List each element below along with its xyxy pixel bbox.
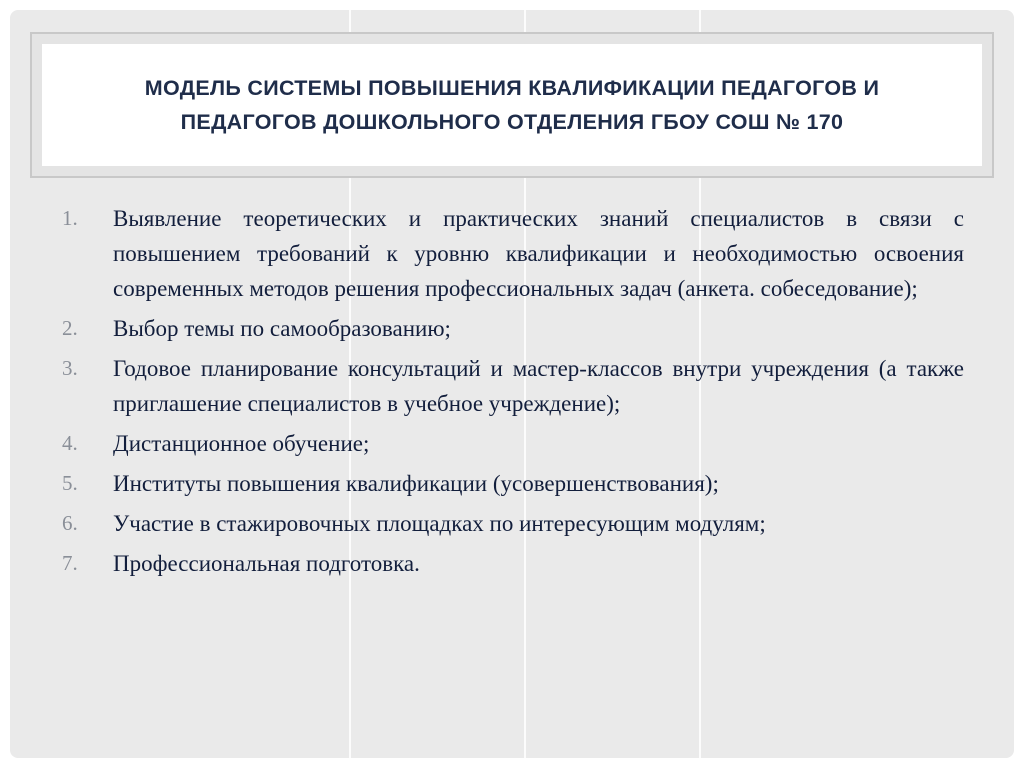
list-number: 4. [62, 431, 78, 455]
numbered-list [62, 201, 964, 586]
list-number: 3. [62, 356, 78, 380]
list-item [62, 426, 964, 461]
list-text: Выявление теоретических и практических знаний специалистов в связи с повышением требований к уровню квалификации и необходимостью освоения современных методов решения профессиональных задач (анкета. собеседование); [113, 206, 964, 301]
list-text: Участие в стажировочных площадках по интересующим модулям; [113, 511, 766, 536]
slide [10, 10, 1014, 758]
list-text: Профессиональная подготовка. [113, 551, 420, 576]
list-item [62, 546, 964, 581]
list-number: 2. [62, 316, 78, 340]
list-item [62, 466, 964, 501]
list-item [62, 201, 964, 306]
list-number: 6. [62, 511, 78, 535]
title-line-2: ПЕДАГОГОВ ДОШКОЛЬНОГО ОТДЕЛЕНИЯ ГБОУ СОШ № 170 [180, 110, 844, 134]
list-item [62, 311, 964, 346]
slide-title [145, 71, 880, 139]
title-box [42, 44, 982, 166]
list-text: Институты повышения квалификации (усовершенствования); [113, 471, 719, 496]
list-text: Выбор темы по самообразованию; [113, 316, 451, 341]
list-number: 5. [62, 471, 78, 495]
list-text: Годовое планирование консультаций и мастер-классов внутри учреждения (а также приглашение специалистов в учебное учреждение); [113, 356, 964, 416]
list-item [62, 351, 964, 421]
title-frame [30, 32, 994, 178]
list-number: 1. [62, 206, 78, 230]
list-item [62, 506, 964, 541]
list-text: Дистанционное обучение; [113, 431, 370, 456]
title-line-1: МОДЕЛЬ СИСТЕМЫ ПОВЫШЕНИЯ КВАЛИФИКАЦИИ ПЕДАГОГОВ И [144, 76, 880, 100]
list-number: 7. [62, 551, 78, 575]
